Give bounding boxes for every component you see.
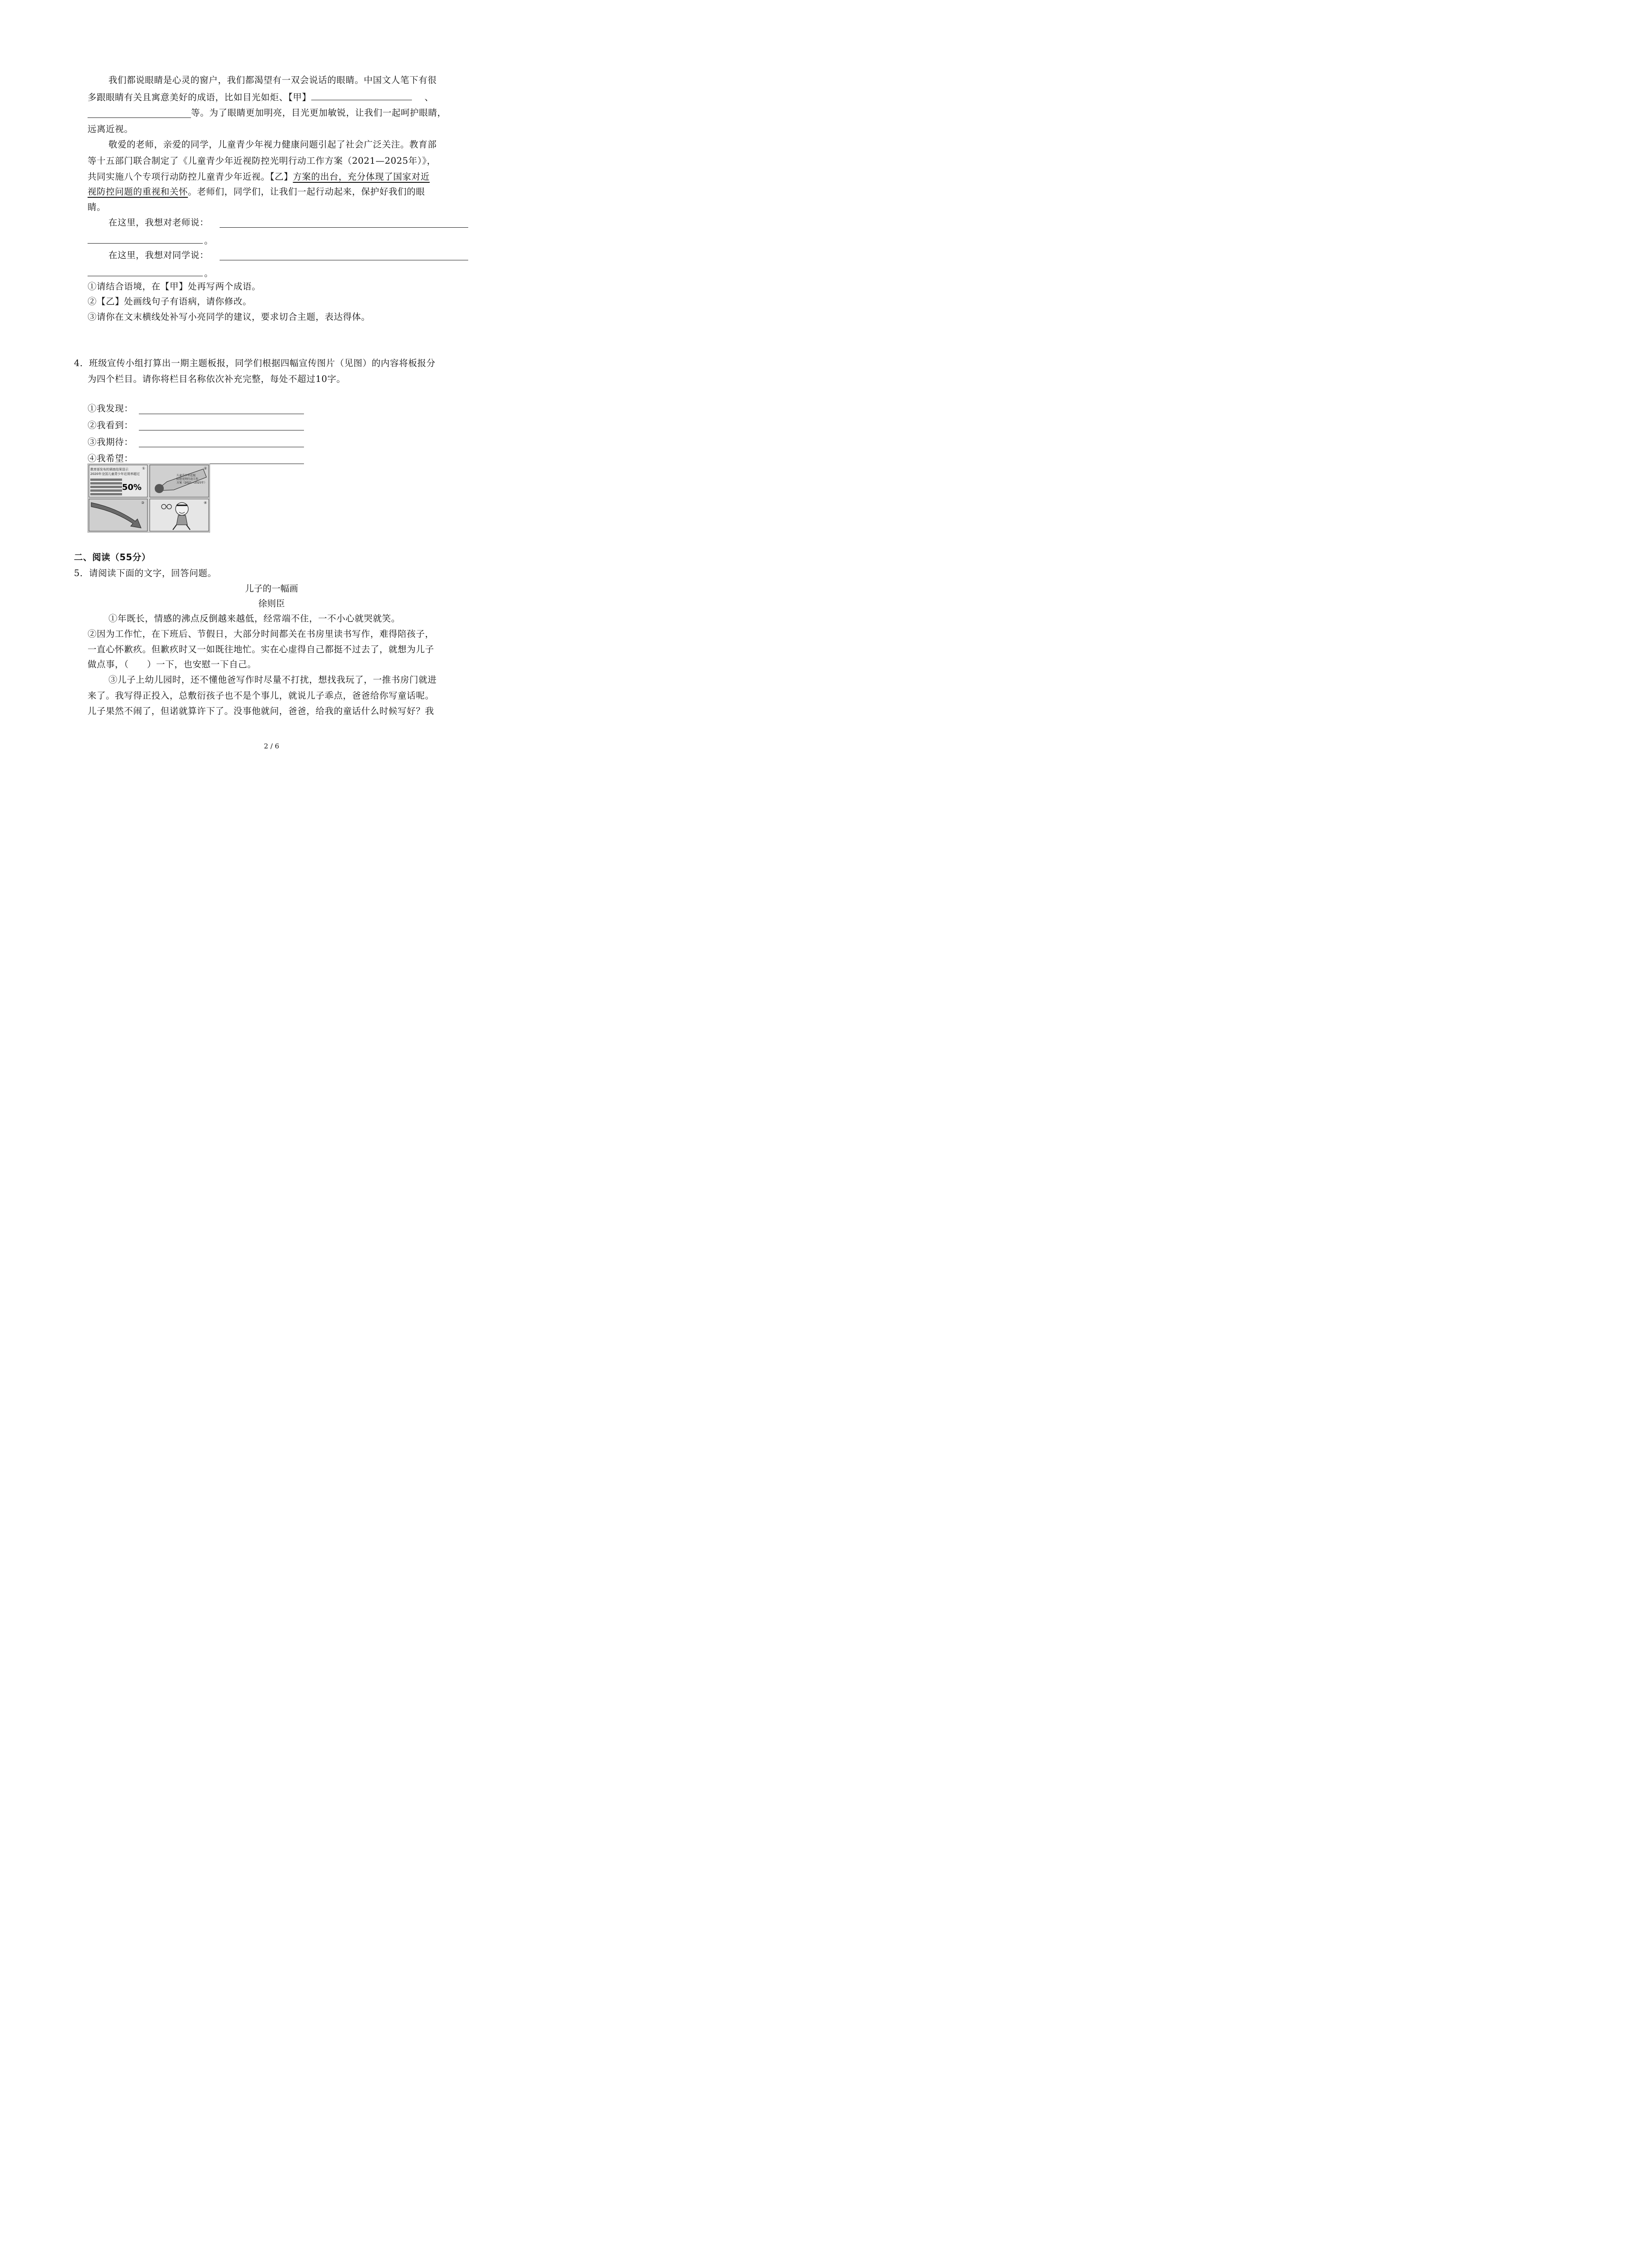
column-item-1-label: ①我发现：	[88, 403, 133, 414]
intro-paragraph-1-line-2	[88, 91, 434, 103]
period: 。	[204, 268, 214, 279]
article-para-2-line-2: 一直心怀歉疚。但歉疚时又一如既往地忙。实在心虚得自己都挺不过去了，就想为儿子	[88, 644, 434, 655]
column-item-4-label: ④我希望：	[88, 453, 133, 464]
panel-2-caption-3: 方案（2021—2025年）	[176, 481, 207, 484]
panel-4-happy-child	[150, 499, 209, 531]
article-para-3-line-2: 来了。我写得正投入，总敷衍孩子也不是个事儿，就说儿子乖点，爸爸给你写童话呢。	[88, 690, 434, 701]
article-para-3-line-3: 儿子果然不闹了，但诺就算许下了。没事他就问，爸爸，给我的童话什么时候写好？我	[88, 706, 434, 716]
text-segment: 多跟眼睛有关且寓意美好的成语，比如目光如炬、【甲】	[88, 92, 311, 103]
underlined-sentence-part-1: 方案的出台，充分体现了国家对近	[293, 171, 430, 182]
panel-3-declining-arrow	[89, 499, 147, 531]
intro-paragraph-2-line-4	[88, 186, 425, 198]
text-segment: 共同实施八个专项行动防控儿童青少年近视。【乙】	[88, 171, 293, 182]
intro-paragraph-2-line-3	[88, 171, 430, 183]
panel-2-caption-2: 防控光明行动工作	[176, 478, 199, 481]
column-item-3-label: ③我期待：	[88, 437, 133, 447]
sub-question-2: ②【乙】处画线句子有语病，请你修改。	[88, 296, 252, 307]
column-item-2-label: ②我看到：	[88, 420, 133, 430]
intro-paragraph-2-line-2: 等十五部门联合制定了《儿童青少年近视防控光明行动工作方案（2021—2025年）》，	[88, 156, 436, 166]
article-title: 儿子的一幅画	[245, 583, 298, 594]
section-2-heading: 二、阅读（55分）	[74, 552, 151, 562]
sub-question-1: ①请结合语境，在【甲】处再写两个成语。	[88, 281, 261, 292]
underlined-sentence-part-2: 视防控问题的重视和关怀	[88, 186, 188, 197]
panel-number-3: ③	[141, 501, 145, 505]
panel-1-percentage: 50%	[122, 483, 142, 492]
intro-paragraph-1-line-4: 远离近视。	[88, 124, 133, 134]
teacher-prompt: 在这里，我想对老师说：	[108, 217, 209, 228]
propaganda-pictures	[88, 464, 210, 533]
intro-paragraph-1-line-1: 我们都说眼睛是心灵的窗户，我们都渴望有一双会说话的眼睛。中国文人笔下有很	[108, 75, 437, 85]
teacher-answer-line-1[interactable]	[220, 227, 468, 228]
student-prompt: 在这里，我想对同学说：	[108, 250, 209, 260]
sub-question-3: ③请你在文末横线处补写小亮同学的建议，要求切合主题，表达得体。	[88, 312, 371, 322]
question-4-line-1: 4．班级宣传小组打算出一期主题板报，同学们根据四幅宣传图片（见图）的内容将板报分	[74, 358, 436, 368]
article-para-2-line-1: ②因为工作忙，在下班后、节假日，大部分时间都关在书房里读书写作，难得陪孩子，	[88, 629, 434, 639]
panel-1-caption-1: 教育部发布的调查结果显示	[90, 468, 128, 471]
article-para-2-line-3: 做点事，（ ）一下，也安慰一下自己。	[88, 659, 257, 670]
question-5-prompt: 5．请阅读下面的文字，回答问题。	[74, 568, 217, 578]
article-para-1: ①年既长，情感的沸点反倒越来越低，经常端不住，一不小心就哭就笑。	[108, 613, 401, 624]
teacher-answer-line-2[interactable]	[88, 243, 203, 244]
panel-number-4: ④	[204, 501, 207, 505]
intro-paragraph-2-line-1: 敬爱的老师，亲爱的同学，儿童青少年视力健康问题引起了社会广泛关注。教育部	[108, 139, 437, 150]
text-segment: 、	[424, 92, 434, 103]
panel-1-caption-2: 2020年全国儿童青少年近视率超过	[90, 472, 140, 476]
panel-1-survey-result	[89, 465, 147, 497]
question-4-line-2: 为四个栏目。请你将栏目名称依次补充完整，每处不超过10字。	[88, 374, 346, 384]
panel-number-2: ②	[204, 466, 207, 470]
text-segment: 。老师们，同学们，让我们一起行动起来，保护好我们的眼	[188, 186, 425, 197]
page-number: 2 / 6	[264, 742, 279, 750]
intro-paragraph-1-line-3: 等。为了眼睛更加明亮，目光更加敏锐，让我们一起呵护眼睛，	[191, 108, 446, 118]
article-author: 徐则臣	[258, 598, 285, 609]
answer-blank-jia-1[interactable]	[311, 91, 412, 100]
intro-paragraph-2-line-5: 睛。	[88, 202, 106, 212]
period: 。	[204, 235, 214, 246]
panel-number-1: ①	[142, 466, 146, 470]
article-para-3-line-1: ③儿子上幼儿园时，还不懂他爸写作时尽量不打扰，想找我玩了，一推书房门就进	[108, 675, 437, 685]
panel-2-caption-1: 儿童青少年近视	[176, 474, 196, 477]
answer-blank-jia-2[interactable]	[88, 117, 191, 118]
panel-2-action-plan	[150, 465, 209, 497]
